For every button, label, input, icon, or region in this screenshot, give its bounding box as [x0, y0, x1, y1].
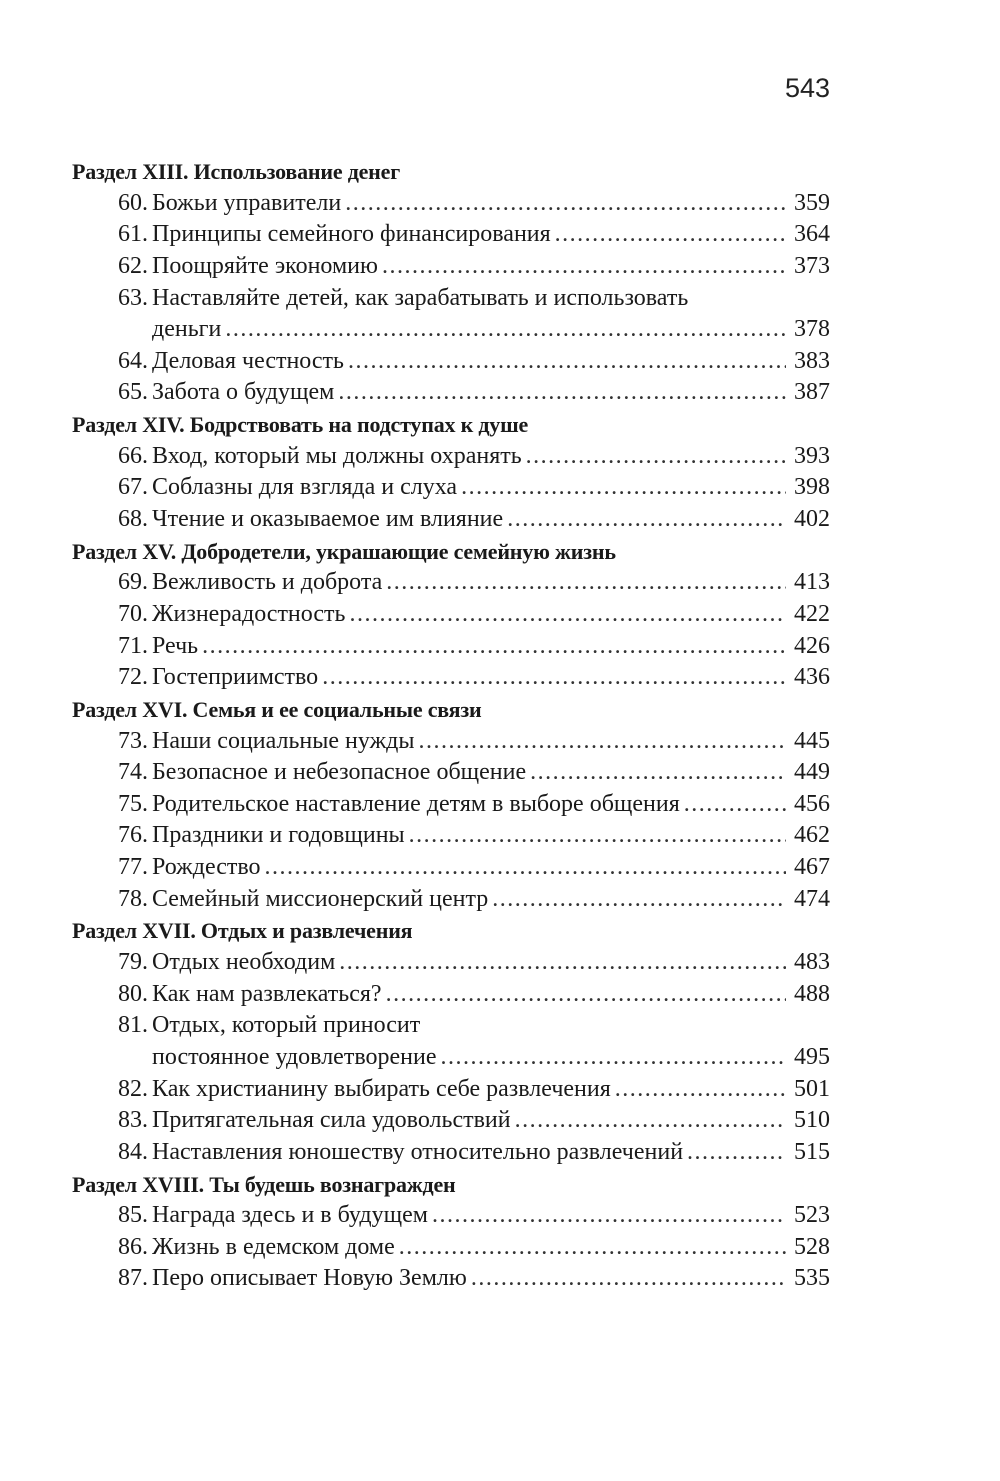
entry-title: Речь	[152, 632, 199, 659]
dot-leader	[338, 377, 786, 409]
entry-title: Гостеприимство	[152, 664, 319, 691]
entry-page-number: 387	[794, 379, 830, 406]
toc-entry-line	[72, 283, 830, 315]
dot-leader	[440, 1042, 786, 1074]
dot-leader	[432, 1200, 786, 1232]
toc-entry-line	[72, 789, 830, 821]
entry-title: Соблазны для взгляда и слуха	[152, 474, 458, 501]
entry-title: Перо описывает Новую Землю	[152, 1265, 467, 1292]
dot-leader	[461, 472, 786, 504]
entry-title: Безопасное и небезопасное общение	[152, 759, 527, 786]
page-number: 543	[784, 73, 830, 103]
dot-leader	[265, 852, 786, 884]
entry-number: 64.	[118, 347, 148, 374]
entry-title: Принципы семейного финансирования	[152, 221, 551, 248]
section-title: Раздел XIV. Бодрствовать на подступах к душе	[72, 412, 529, 438]
entry-page-number: 359	[794, 189, 830, 216]
entry-number: 60.	[118, 189, 148, 216]
entry-number: 85.	[118, 1202, 148, 1229]
entry-page-number: 456	[794, 790, 830, 817]
entry-number: 81.	[118, 1012, 148, 1039]
entry-page-number: 528	[794, 1233, 830, 1260]
section-title: Раздел XIII. Использование денег	[72, 159, 401, 184]
toc-entry-line	[72, 1042, 830, 1074]
dot-leader	[615, 1074, 786, 1106]
entry-title: Как христианину выбирать себе развлечения	[152, 1075, 611, 1102]
entry-page-number: 467	[794, 854, 830, 881]
dot-leader	[349, 599, 786, 631]
entry-page-number: 436	[794, 664, 830, 691]
toc-entry-line	[72, 314, 830, 346]
entry-number: 79.	[118, 949, 148, 976]
toc-entry-line	[72, 631, 830, 663]
entry-page-number: 413	[794, 569, 830, 596]
entry-number: 67.	[118, 474, 148, 501]
entry-number: 77.	[118, 854, 148, 881]
dot-leader	[526, 441, 786, 473]
entry-title: Семейный миссионерский центр	[152, 885, 489, 912]
entry-title: Родительское наставление детям в выборе общения	[152, 790, 680, 817]
entry-page-number: 523	[794, 1202, 830, 1229]
entry-number: 83.	[118, 1107, 148, 1134]
dot-leader	[386, 979, 786, 1011]
entry-number: 63.	[118, 284, 148, 311]
section-title: Раздел XV. Добродетели, украшающие семейную жизнь	[72, 538, 616, 564]
toc-entry-line	[72, 979, 830, 1011]
entry-title: Божьи управители	[152, 189, 342, 216]
toc-entry-line	[72, 884, 830, 916]
dot-leader	[555, 219, 786, 251]
entry-title: Вежливость и доброта	[152, 569, 383, 596]
entry-number: 76.	[118, 822, 148, 849]
entry-number: 72.	[118, 664, 148, 691]
entry-title: Наставляйте детей, как зарабатывать и использовать	[152, 284, 689, 311]
entry-page-number: 462	[794, 822, 830, 849]
dot-leader	[471, 1263, 786, 1295]
entry-number: 80.	[118, 980, 148, 1007]
entry-title: Вход, который мы должны охранять	[152, 442, 522, 469]
entry-number: 78.	[118, 885, 148, 912]
toc-entry-line	[72, 947, 830, 979]
entry-title: Рождество	[152, 854, 261, 881]
toc-entry-line	[72, 472, 830, 504]
entry-page-number: 422	[794, 600, 830, 627]
dot-leader	[345, 188, 786, 220]
dot-leader	[492, 884, 786, 916]
dot-leader	[419, 726, 787, 758]
table-of-contents	[72, 156, 830, 1295]
dot-leader	[507, 504, 786, 536]
section-title: Раздел XVIII. Ты будешь вознагражден	[72, 1171, 456, 1197]
entry-page-number: 449	[794, 759, 830, 786]
toc-entry-line	[72, 820, 830, 852]
entry-number: 75.	[118, 790, 148, 817]
dot-leader	[339, 947, 786, 979]
toc-entry-line	[72, 346, 830, 378]
entry-page-number: 378	[794, 316, 830, 343]
dot-leader	[687, 1137, 786, 1169]
section-title: Раздел XVII. Отдых и развлечения	[72, 918, 413, 944]
entry-title: Жизнерадостность	[152, 600, 346, 627]
entry-number: 86.	[118, 1233, 148, 1260]
entry-number: 82.	[118, 1075, 148, 1102]
entry-page-number: 483	[794, 949, 830, 976]
entry-page-number: 495	[794, 1043, 830, 1070]
dot-leader	[322, 662, 786, 694]
toc-entry-line	[72, 219, 830, 251]
dot-leader	[684, 789, 786, 821]
toc-entry-line	[72, 1137, 830, 1169]
toc-entry-line	[72, 1010, 830, 1042]
toc-entry-line	[72, 726, 830, 758]
entry-title: Награда здесь и в будущем	[152, 1202, 428, 1229]
entry-title: Отдых необходим	[152, 949, 336, 976]
entry-page-number: 402	[794, 506, 830, 533]
toc-entry-line	[72, 1105, 830, 1137]
entry-title: Чтение и оказываемое им влияние	[152, 506, 504, 533]
entry-page-number: 373	[794, 252, 830, 279]
dot-leader	[225, 314, 786, 346]
entry-page-number: 426	[794, 632, 830, 659]
toc-entry-line	[72, 188, 830, 220]
toc-entry-line	[72, 757, 830, 789]
entry-title: Наставления юношеству относительно развлечений	[152, 1138, 684, 1165]
entry-title: Поощряйте экономию	[152, 252, 378, 279]
dot-leader	[386, 567, 786, 599]
dot-leader	[409, 820, 786, 852]
dot-leader	[399, 1232, 786, 1264]
dot-leader	[382, 251, 786, 283]
entry-title: Как нам развлекаться?	[152, 980, 382, 1007]
entry-page-number: 535	[794, 1265, 830, 1292]
entry-number: 74.	[118, 759, 148, 786]
toc-entry-line	[72, 1200, 830, 1232]
toc-entry-line	[72, 599, 830, 631]
toc-entry-line	[72, 1074, 830, 1106]
toc-entry-line	[72, 441, 830, 473]
entry-title: Жизнь в едемском доме	[152, 1233, 395, 1260]
entry-page-number: 488	[794, 980, 830, 1007]
entry-number: 87.	[118, 1265, 148, 1292]
toc-entry-line	[72, 662, 830, 694]
toc-entry-line	[72, 251, 830, 283]
entry-title: Деловая честность	[152, 347, 344, 374]
entry-title: Праздники и годовщины	[152, 822, 405, 849]
entry-page-number: 383	[794, 347, 830, 374]
entry-number: 70.	[118, 600, 148, 627]
entry-number: 62.	[118, 252, 148, 279]
entry-number: 68.	[118, 506, 148, 533]
entry-number: 73.	[118, 727, 148, 754]
entry-title: Наши социальные нужды	[152, 727, 415, 754]
entry-page-number: 364	[794, 221, 830, 248]
entry-number: 65.	[118, 379, 148, 406]
entry-page-number: 393	[794, 442, 830, 469]
entry-title: деньги	[152, 316, 222, 343]
entry-title: Отдых, который приносит	[152, 1012, 421, 1039]
entry-number: 71.	[118, 632, 148, 659]
entry-number: 61.	[118, 221, 148, 248]
dot-leader	[515, 1105, 786, 1137]
entry-page-number: 398	[794, 474, 830, 501]
entry-number: 84.	[118, 1138, 148, 1165]
toc-entry-line	[72, 504, 830, 536]
dot-leader	[348, 346, 786, 378]
dot-leader	[530, 757, 786, 789]
entry-page-number: 474	[794, 885, 830, 912]
entry-title: Забота о будущем	[152, 379, 335, 406]
entry-number: 66.	[118, 442, 148, 469]
entry-title: постоянное удовлетворение	[152, 1043, 437, 1070]
dot-leader	[202, 631, 786, 663]
entry-page-number: 501	[794, 1075, 830, 1102]
section-title: Раздел XVI. Семья и ее социальные связи	[72, 696, 482, 722]
toc-entry-line	[72, 567, 830, 599]
toc-entry-line	[72, 1232, 830, 1264]
entry-number: 69.	[118, 569, 148, 596]
entry-page-number: 515	[794, 1138, 830, 1165]
entry-title: Притягательная сила удовольствий	[152, 1107, 511, 1134]
toc-entry-line	[72, 1263, 830, 1295]
toc-entry-line	[72, 852, 830, 884]
entry-page-number: 510	[794, 1107, 830, 1134]
toc-entry-line	[72, 377, 830, 409]
entry-page-number: 445	[794, 727, 830, 754]
